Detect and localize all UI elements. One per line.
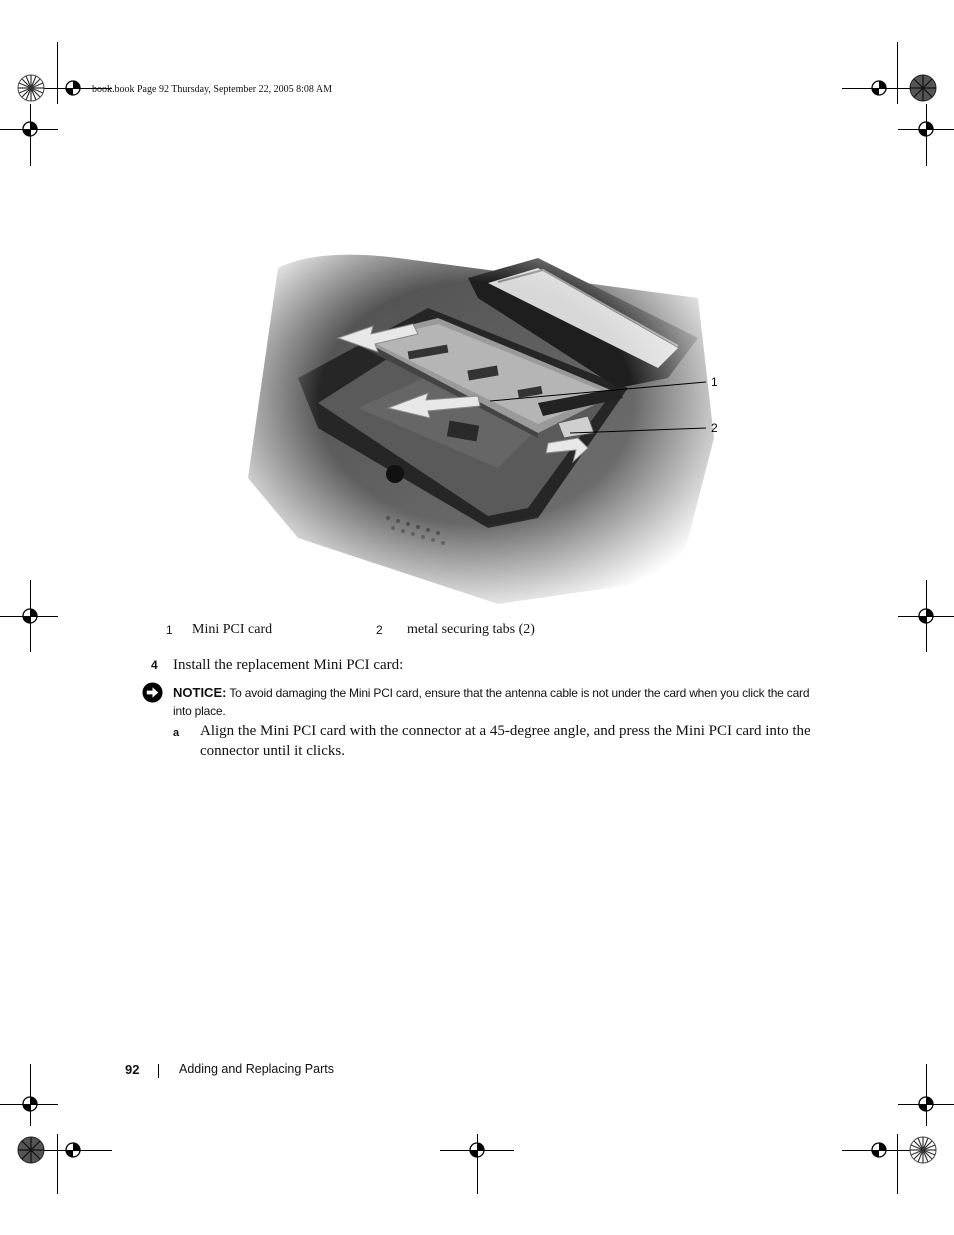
substep-text: Align the Mini PCI card with the connector at a 45-degree angle, and press the Mini PCI card into the connector until it clicks.: [200, 723, 811, 759]
notice-label: NOTICE:: [173, 685, 227, 700]
registration-target-icon: [17, 116, 43, 142]
step-4: [151, 657, 403, 674]
registration-target-icon: [866, 1137, 892, 1163]
notice-block: [173, 684, 823, 720]
registration-target-icon: [464, 1137, 490, 1163]
legend-label: metal securing tabs (2): [407, 622, 535, 637]
legend-number: 1: [166, 623, 173, 637]
registration-target-icon: [913, 1091, 939, 1117]
registration-target-icon: [17, 603, 43, 629]
step-text: Install the replacement Mini PCI card:: [173, 657, 404, 673]
starburst-mark-icon: [17, 74, 45, 102]
starburst-mark-icon: [17, 1136, 45, 1164]
notice-text: To avoid damaging the Mini PCI card, ensure that the antenna cable is not under the card when you click the card into place.: [173, 686, 810, 718]
print-slug: book.book Page 92 Thursday, September 22, 2005 8:08 AM: [92, 84, 332, 95]
registration-target-icon: [17, 1091, 43, 1117]
callout-1: 1: [711, 375, 718, 389]
mini-pci-card-illustration: [238, 238, 718, 604]
legend-label: Mini PCI card: [192, 622, 273, 637]
callout-2: 2: [711, 421, 718, 435]
registration-target-icon: [60, 1137, 86, 1163]
footer-divider: [158, 1064, 159, 1078]
substep-letter: a: [173, 727, 180, 739]
registration-target-icon: [60, 75, 86, 101]
footer-section-title: Adding and Replacing Parts: [179, 1062, 334, 1076]
starburst-mark-icon: [909, 74, 937, 102]
notice-arrow-icon: [142, 682, 163, 703]
registration-target-icon: [913, 603, 939, 629]
step-number: 4: [151, 658, 158, 672]
registration-target-icon: [913, 116, 939, 142]
legend-number: 2: [376, 623, 383, 637]
starburst-mark-icon: [909, 1136, 937, 1164]
page-number: 92: [125, 1062, 140, 1077]
registration-target-icon: [866, 75, 892, 101]
